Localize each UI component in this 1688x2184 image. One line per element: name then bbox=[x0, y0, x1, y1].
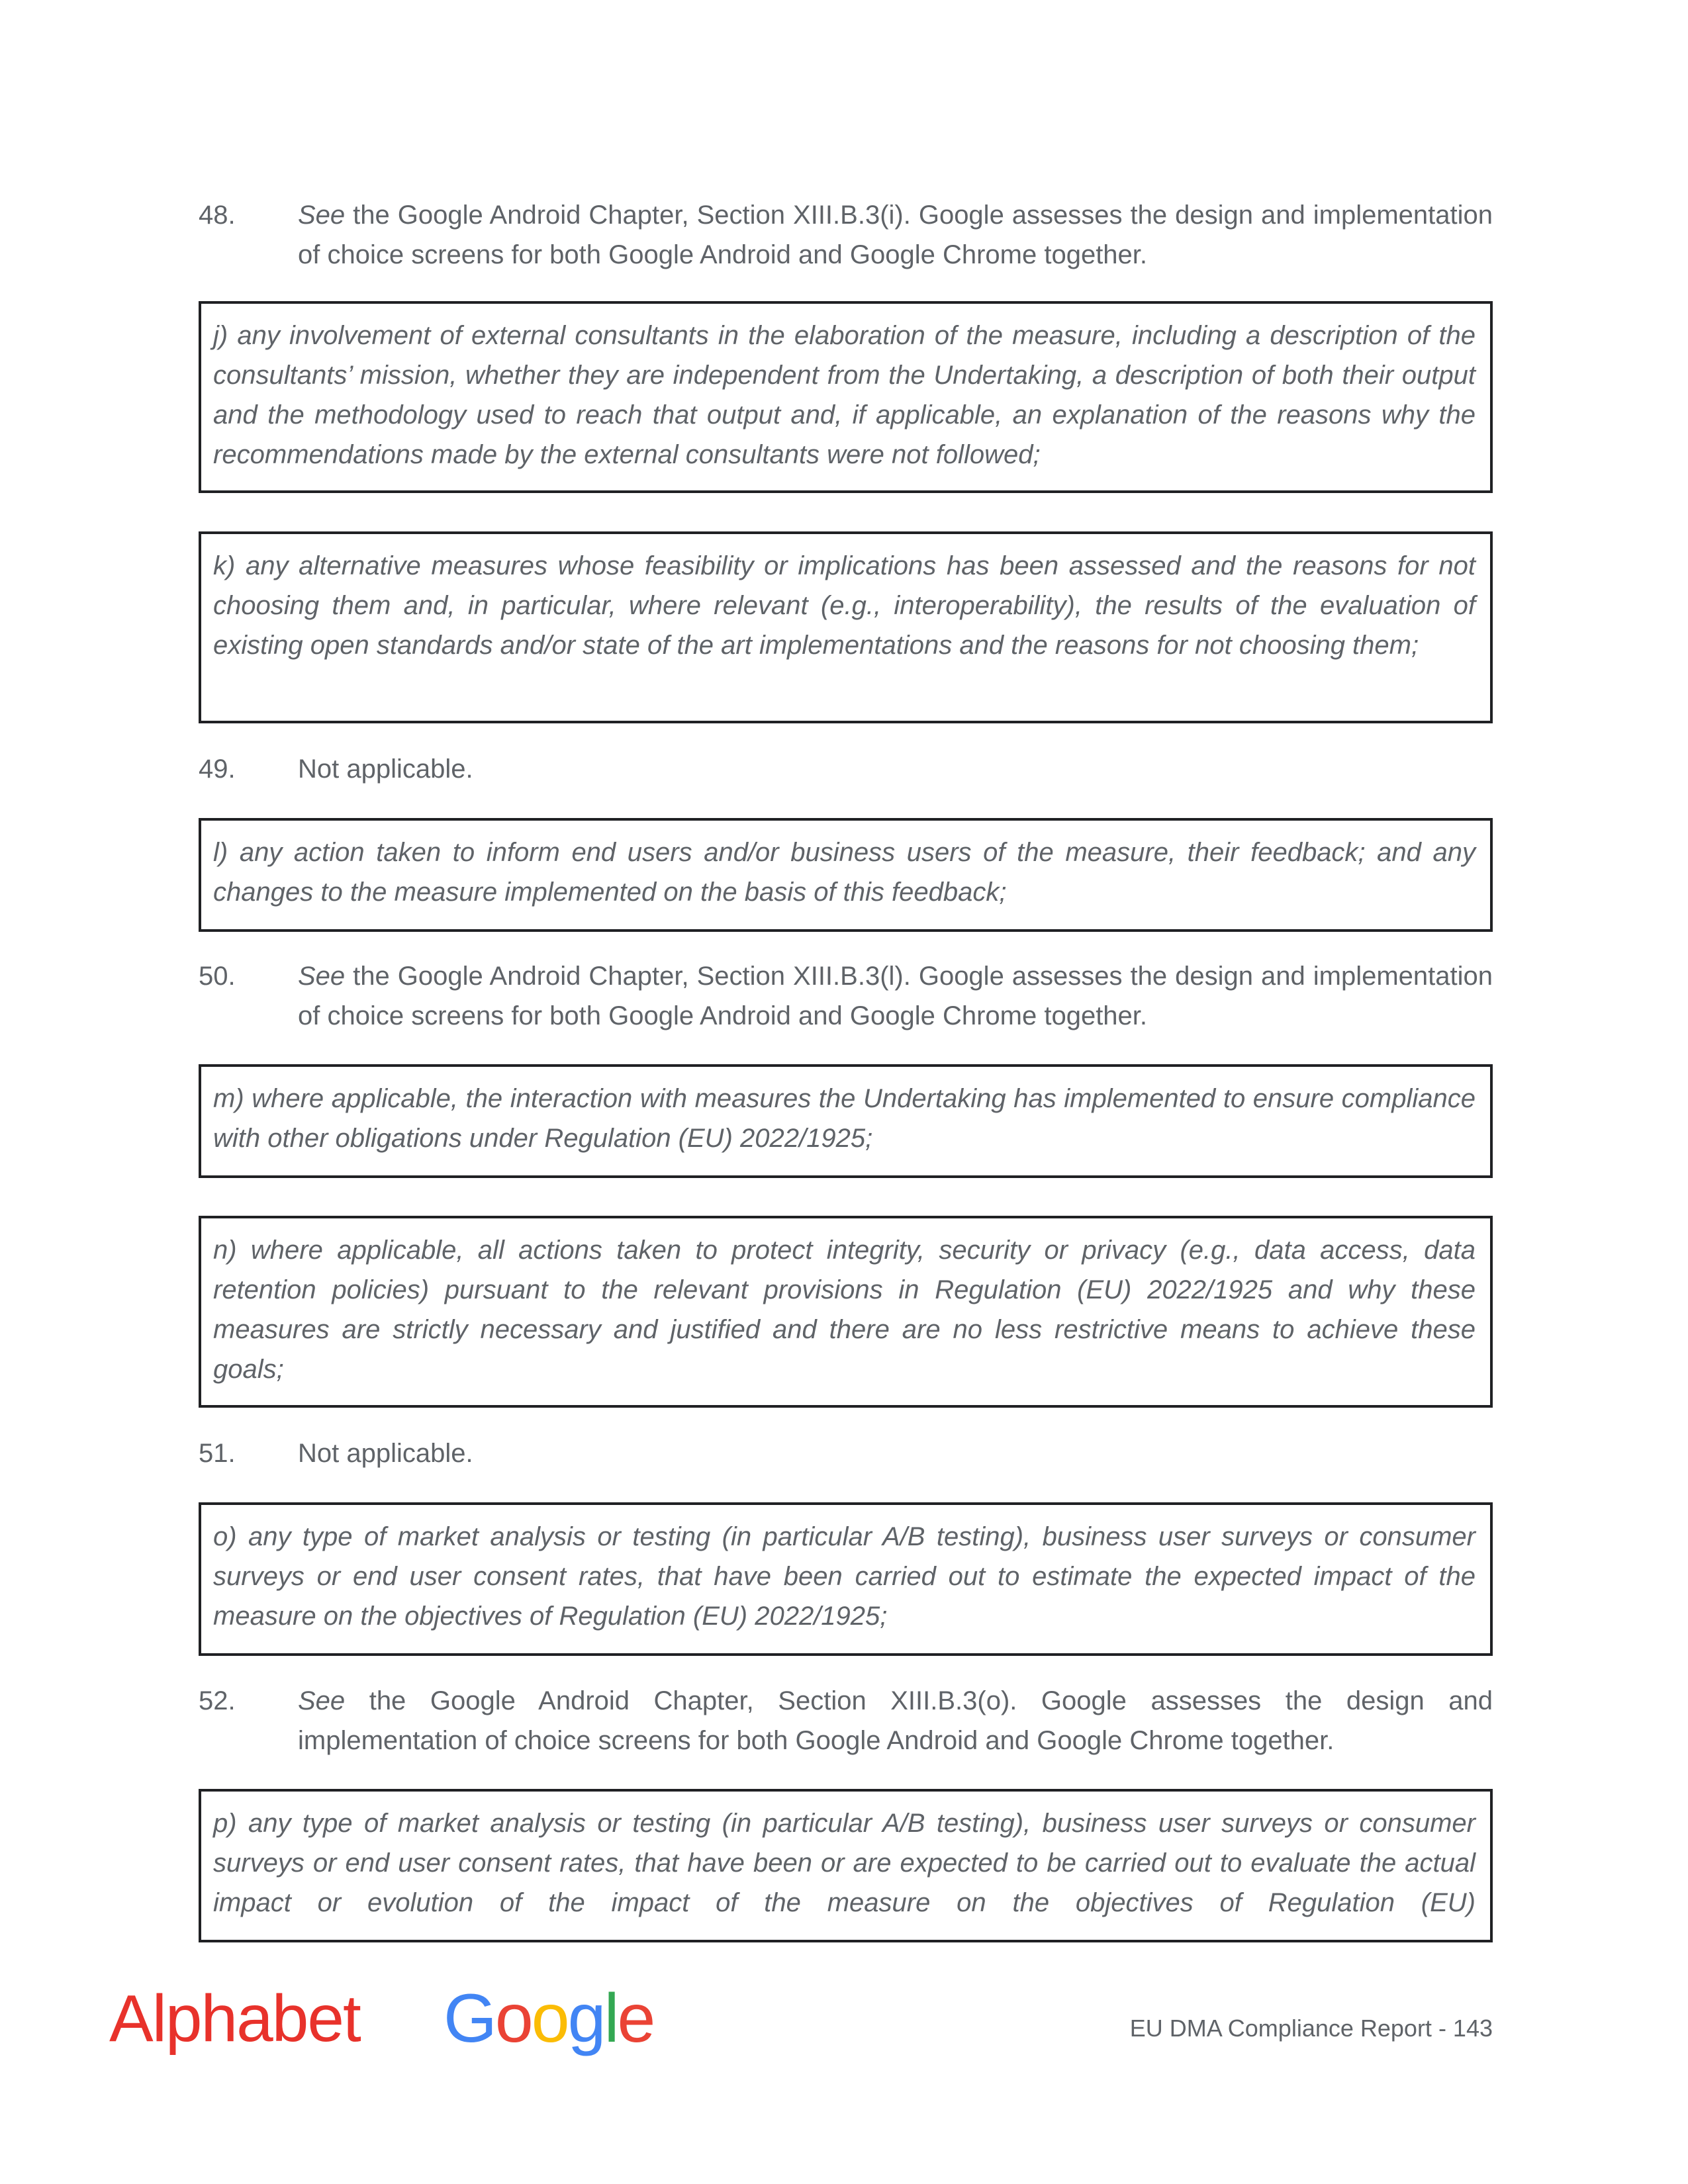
paragraph-48 bbox=[199, 195, 1493, 275]
paragraph-text: See the Google Android Chapter, Section XIII.B.3(l). Google assesses the design and implementation of choice screens for both Google Android and Google Chrome together. bbox=[298, 962, 1493, 1030]
requirement-box-p: p) any type of market analysis or testing (in particular A/B testing), business user surveys or consumer surveys or end user consent rates, that have been or are expected to be carried out to evaluate the actual impact or evolution of the impact of the measure on the objectives of Regulation (EU) bbox=[199, 1789, 1493, 1942]
paragraph-number: 51. bbox=[199, 1439, 236, 1468]
requirement-box-k: k) any alternative measures whose feasibility or implications has been assessed and the reasons for not choosing them and, in particular, where relevant (e.g., interoperability), the results of the evaluation of existing open standards and/or state of the art implementations and the reasons for not choosing them; bbox=[199, 531, 1493, 723]
paragraph-number: 50. bbox=[199, 962, 236, 991]
paragraph-51 bbox=[199, 1433, 1493, 1473]
paragraph-number: 52. bbox=[199, 1686, 236, 1715]
google-logo: Google bbox=[444, 1980, 654, 2057]
paragraph-text: See the Google Android Chapter, Section XIII.B.3(o). Google assesses the design and implementation of choice screens for both Google Android and Google Chrome together. bbox=[298, 1686, 1493, 1755]
paragraph-text: Not applicable. bbox=[298, 754, 473, 784]
requirement-box-j: j) any involvement of external consultants in the elaboration of the measure, including a description of the consultants’ mission, whether they are independent from the Undertaking, a description of both their output and the methodology used to reach that output and, if applicable, an explanation of the reasons why the recommendations made by the external consultants were not followed; bbox=[199, 301, 1493, 493]
paragraph-text: Not applicable. bbox=[298, 1439, 473, 1468]
requirement-box-n: n) where applicable, all actions taken to protect integrity, security or privacy (e.g., data access, data retention policies) pursuant to the relevant provisions in Regulation (EU) 2022/1925 and why these measures are strictly necessary and justified and there are no less restrictive means to achieve these goals; bbox=[199, 1216, 1493, 1408]
requirement-box-m: m) where applicable, the interaction with measures the Undertaking has implemented to ensure compliance with other obligations under Regulation (EU) 2022/1925; bbox=[199, 1064, 1493, 1178]
paragraph-49 bbox=[199, 749, 1493, 789]
requirement-box-o: o) any type of market analysis or testing (in particular A/B testing), business user surveys or consumer surveys or end user consent rates, that have been carried out to estimate the expected impact of the measure on the objectives of Regulation (EU) 2022/1925; bbox=[199, 1502, 1493, 1656]
paragraph-number: 49. bbox=[199, 754, 236, 784]
page-number-label: EU DMA Compliance Report - 143 bbox=[1129, 2015, 1493, 2042]
paragraph-52 bbox=[199, 1681, 1493, 1760]
paragraph-number: 48. bbox=[199, 201, 236, 230]
alphabet-logo: Alphabet bbox=[109, 1981, 360, 2056]
requirement-box-l: l) any action taken to inform end users and/or business users of the measure, their feedback; and any changes to the measure implemented on the basis of this feedback; bbox=[199, 818, 1493, 932]
paragraph-text: See the Google Android Chapter, Section XIII.B.3(i). Google assesses the design and implementation of choice screens for both Google Android and Google Chrome together. bbox=[298, 201, 1493, 269]
paragraph-50 bbox=[199, 956, 1493, 1036]
